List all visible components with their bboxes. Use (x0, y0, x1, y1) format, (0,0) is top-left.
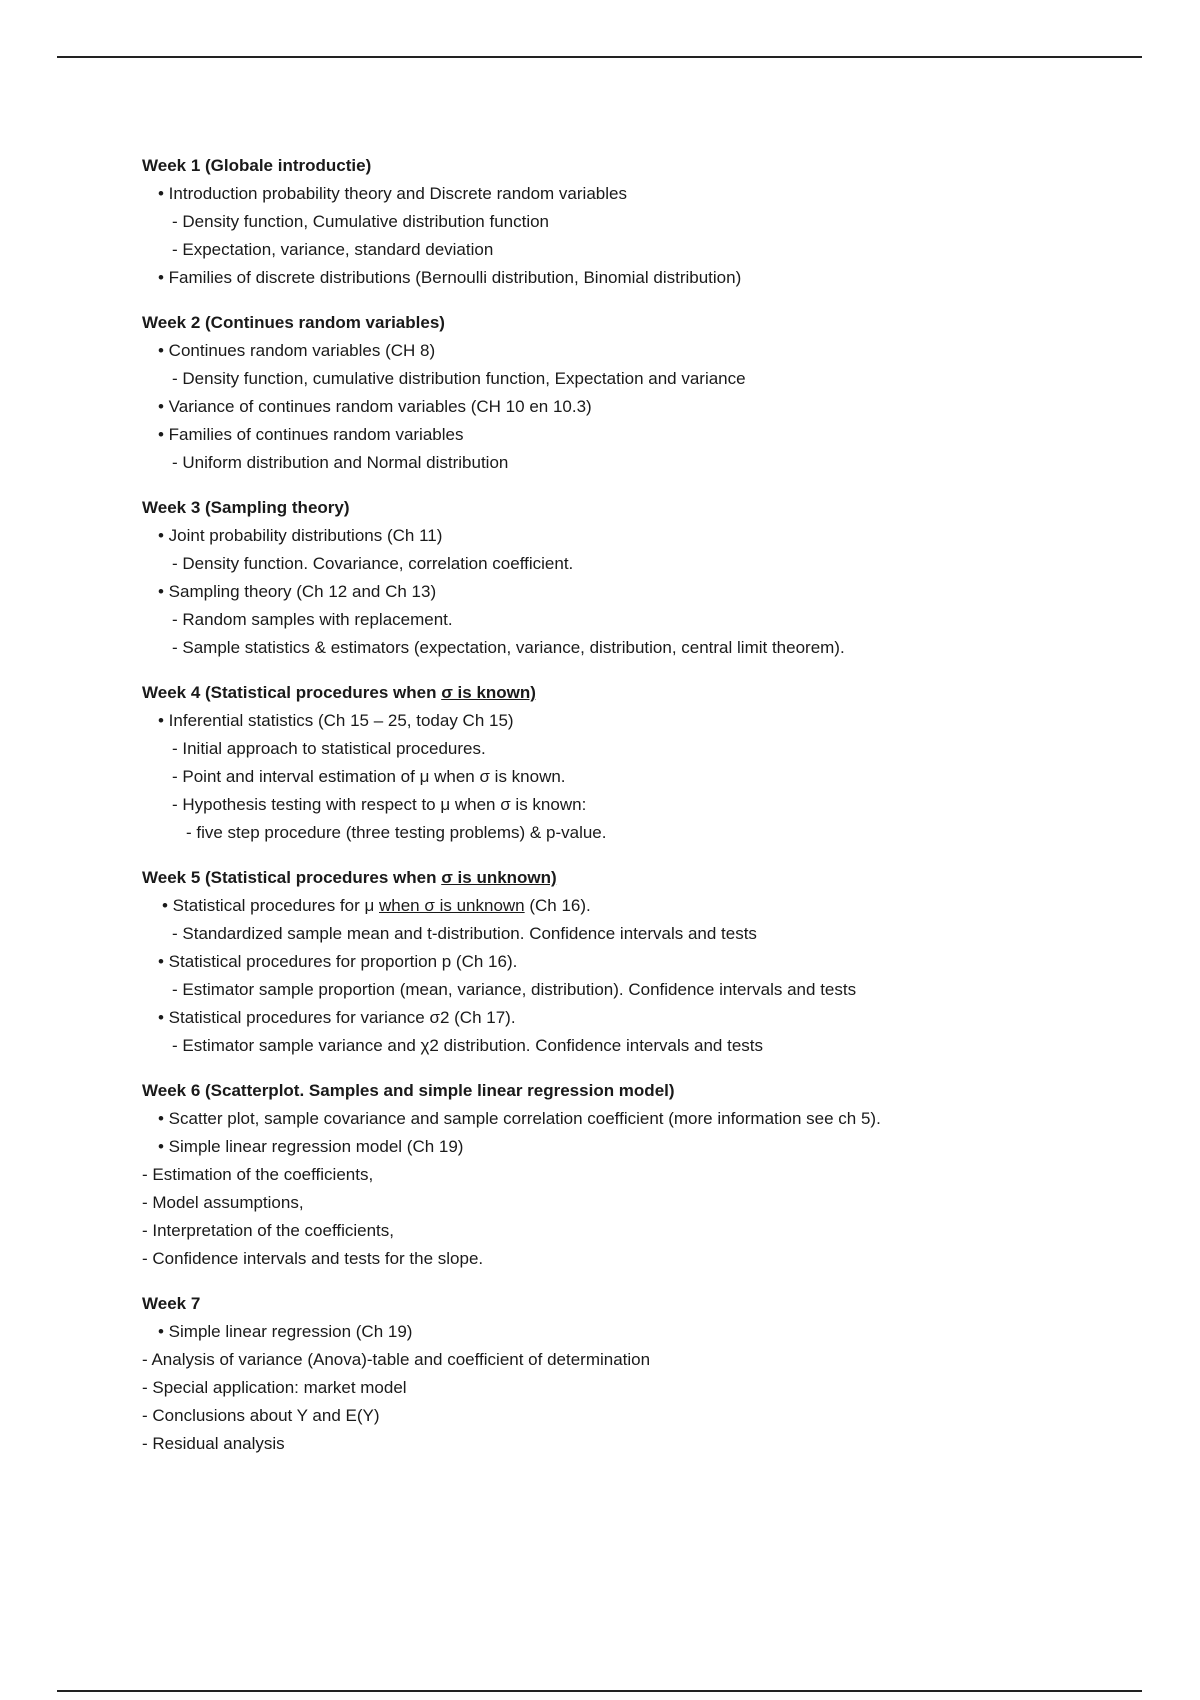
week-7-section (142, 1290, 1142, 1458)
bullet-item (142, 892, 1142, 920)
dash-item: - Confidence intervals and tests for the slope. (142, 1249, 484, 1268)
week-heading-text: Week 5 (Statistical procedures when (142, 868, 442, 887)
week-heading: Week 2 (Continues random variables) (142, 313, 445, 332)
week-heading-underlined: σ is known) (441, 683, 536, 702)
week-heading: Week 7 (142, 1294, 201, 1313)
dash-item: - Analysis of variance (Anova)-table and coefficient of determination (142, 1350, 651, 1369)
dash-item: - Residual analysis (142, 1434, 285, 1453)
sub-item: - Standardized sample mean and t-distribution. Confidence intervals and tests (172, 924, 757, 943)
sub-item: - Uniform distribution and Normal distribution (172, 453, 509, 472)
dash-item: - Special application: market model (142, 1378, 407, 1397)
sub-sub-item: - five step procedure (three testing problems) & p-value. (186, 823, 607, 842)
week-6-section (142, 1077, 1142, 1273)
sub-item: - Initial approach to statistical procedures. (172, 739, 486, 758)
bullet-item: • Continues random variables (CH 8) (158, 341, 436, 360)
week-heading (142, 679, 1142, 707)
bullet-item: • Simple linear regression (Ch 19) (158, 1322, 413, 1341)
sub-item: - Estimator sample variance and χ2 distribution. Confidence intervals and tests (172, 1036, 763, 1055)
sub-item: - Sample statistics & estimators (expectation, variance, distribution, central limit theorem). (172, 638, 845, 657)
sub-item: - Hypothesis testing with respect to μ when σ is known: (172, 795, 587, 814)
dash-item: - Interpretation of the coefficients, (142, 1221, 394, 1240)
week-heading-underlined: σ is unknown) (441, 868, 557, 887)
bullet-item: • Sampling theory (Ch 12 and Ch 13) (158, 582, 437, 601)
week-2-section (142, 309, 1142, 477)
dash-item: - Estimation of the coefficients, (142, 1165, 374, 1184)
bullet-item: • Introduction probability theory and Discrete random variables (158, 184, 627, 203)
dash-item: - Conclusions about Y and E(Y) (142, 1406, 380, 1425)
week-heading-text: Week 4 (Statistical procedures when (142, 683, 442, 702)
document-body (142, 152, 1142, 1475)
week-heading (142, 864, 1142, 892)
week-5-section (142, 864, 1142, 1060)
sub-item: - Density function, Cumulative distribution function (172, 212, 550, 231)
week-heading: Week 1 (Globale introductie) (142, 156, 372, 175)
week-1-section (142, 152, 1142, 292)
week-4-section (142, 679, 1142, 847)
bullet-text: • Statistical procedures for μ (162, 896, 379, 915)
header-rule (57, 56, 1142, 58)
bullet-item: • Variance of continues random variables (CH 10 en 10.3) (158, 397, 592, 416)
sub-item: - Point and interval estimation of μ when σ is known. (172, 767, 566, 786)
bullet-item: • Joint probability distributions (Ch 11) (158, 526, 443, 545)
bullet-text: (Ch 16). (524, 896, 591, 915)
bullet-item: • Statistical procedures for proportion p (Ch 16). (158, 952, 518, 971)
week-heading: Week 6 (Scatterplot. Samples and simple linear regression model) (142, 1081, 675, 1100)
footer-rule (57, 1690, 1142, 1692)
bullet-item: • Scatter plot, sample covariance and sample correlation coefficient (more information see ch 5). (158, 1109, 881, 1128)
week-3-section (142, 494, 1142, 662)
sub-item: - Density function, cumulative distribution function, Expectation and variance (172, 369, 746, 388)
bullet-item: • Families of continues random variables (158, 425, 464, 444)
bullet-item: • Statistical procedures for variance σ2 (Ch 17). (158, 1008, 516, 1027)
dash-item: - Model assumptions, (142, 1193, 304, 1212)
bullet-item: • Inferential statistics (Ch 15 – 25, today Ch 15) (158, 711, 514, 730)
sub-item: - Estimator sample proportion (mean, variance, distribution). Confidence intervals and tests (172, 980, 857, 999)
bullet-item: • Simple linear regression model (Ch 19) (158, 1137, 464, 1156)
bullet-item: • Families of discrete distributions (Bernoulli distribution, Binomial distribution) (158, 268, 742, 287)
sub-item: - Density function. Covariance, correlation coefficient. (172, 554, 574, 573)
sub-item: - Random samples with replacement. (172, 610, 453, 629)
week-heading: Week 3 (Sampling theory) (142, 498, 350, 517)
bullet-underlined-text: when σ is unknown (379, 896, 525, 915)
sub-item: - Expectation, variance, standard deviation (172, 240, 494, 259)
